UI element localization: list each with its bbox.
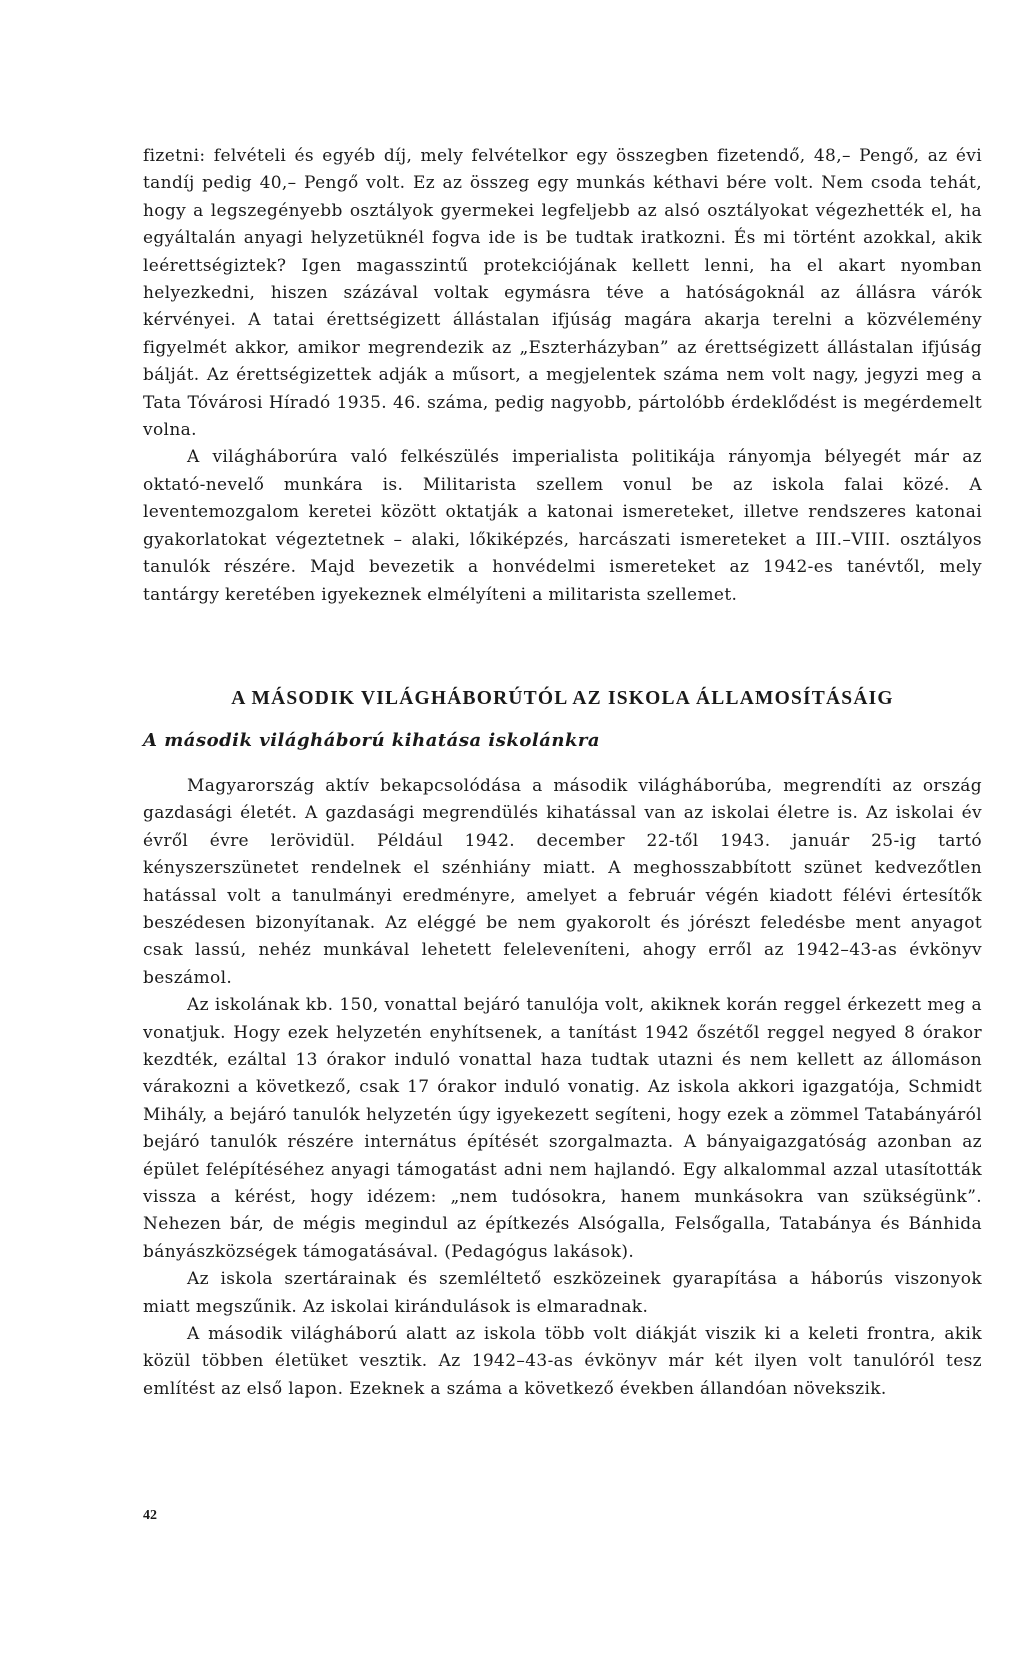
section-heading: A MÁSODIK VILÁGHÁBORÚTÓL AZ ISKOLA ÁLLAMOSÍTÁSÁIG [231, 687, 894, 709]
page-number: 42 [143, 1508, 157, 1523]
paragraph-4: Az iskolának kb. 150, vonattal bejáró tanulója volt, akiknek korán reggel érkezett meg a vonatjuk. Hogy ezek helyzetén enyhítsenek, a tanítást 1942 őszétől reggel negyed 8 órakor kezdték, ezáltal 13 órakor induló vonattal haza tudtak utazni és nem kellett az állomáson várakozni a következő, csak 17 órakor induló vonatig. Az iskola akkori igazgatója, Schmidt Mihály, a bejáró tanulók helyzetén úgy igyekezett segíteni, hogy ezek a zömmel Tatabányáról bejáró tanulók részére internátus építését szorgalmazta. A bányaigazgatóság azonban az épület felépítéséhez anyagi támogatást adni nem hajlandó. Egy alkalommal azzal utasították vissza a kérést, hogy idézem: „nem tudósokra, hanem munkásokra van szükségünk”. Nehezen bár, de mégis megindul az építkezés Alsógalla, Felsőgalla, Tatabánya és Bánhida bányászközségek támogatásával. (Pedagógus lakások). [143, 995, 982, 1262]
paragraph-6: A második világháború alatt az iskola több volt diákját viszik ki a keleti frontra, akik közül többen életüket vesztik. Az 1942–43-as évkönyv már két ilyen volt tanulóról tesz említést az első lapon. Ezeknek a száma a következő években állandóan növekszik. [143, 1324, 982, 1399]
paragraph-1: fizetni: felvételi és egyéb díj, mely felvételkor egy összegben fizetendő, 48,– Pengő, az évi tandíj pedig 40,– Pengő volt. Ez az összeg egy munkás kéthavi bére volt. Nem csoda tehát, hogy a legszegényebb osztályok gyermekei legfeljebb az alsó osztályokat végezhették el, ha egyáltalán anyagi helyzetüknél fogva ide is be tudtak iratkozni. És mi történt azokkal, akik leérettségiztek? Igen magasszintű protekciójának kellett lenni, ha el akart nyomban helyezkedni, hiszen százával voltak egymásra téve a hatóságoknál az állásra várók kérvényei. A tatai érettségizett állástalan ifjúság magára akarja terelni a közvélemény figyelmét akkor, amikor megrendezik az „Eszterházyban” az érettségizett állástalan ifjúság bálját. Az érettségizettek adják a műsort, a megjelentek száma nem volt nagy, jegyzi meg a Tata Tóvárosi Híradó 1935. 46. száma, pedig nagyobb, pártolóbb érdeklődést is megérdemelt volna. [143, 146, 982, 441]
document-page [143, 143, 982, 1403]
subheading: A második világháború kihatása iskolánkra [143, 729, 601, 751]
paragraph-3: Magyarország aktív bekapcsolódása a második világháborúba, megrendíti az ország gazdasági életét. A gazdasági megrendülés kihatással van az iskolai életre is. Az iskolai év évről évre lerövidül. Például 1942. december 22-től 1943. január 25-ig tartó kényszerszünetet rendelnek el szénhiány miatt. A meghosszabbított szünet kedvezőtlen hatással volt a tanulmányi eredményre, amelyet a február végén kiadott félévi értesítők beszédesen bizonyítanak. Az eléggé be nem gyakorolt és jórészt feledésbe ment anyagot csak lassú, nehéz munkával lehetett feleleveníteni, ahogy erről az 1942–43-as évkönyv beszámol. [143, 775, 982, 988]
paragraph-5: Az iskola szertárainak és szemléltető eszközeinek gyarapítása a háborús viszonyok miatt megszűnik. Az iskolai kirándulások is elmaradnak. [143, 1269, 982, 1317]
paragraph-2: A világháborúra való felkészülés imperialista politikája rányomja bélyegét már az oktató-nevelő munkára is. Militarista szellem vonul be az iskola falai közé. A leventemozgalom keretei között oktatják a katonai ismereteket, illetve rendszeres katonai gyakorlatokat végeztetnek – alaki, lőkiképzés, harcászati ismereteket a III.–VIII. osztályos tanulók részére. Majd bevezetik a honvédelmi ismereteket az 1942-es tanévtől, mely tantárgy keretében igyekeznek elmélyíteni a militarista szellemet. [143, 447, 982, 605]
